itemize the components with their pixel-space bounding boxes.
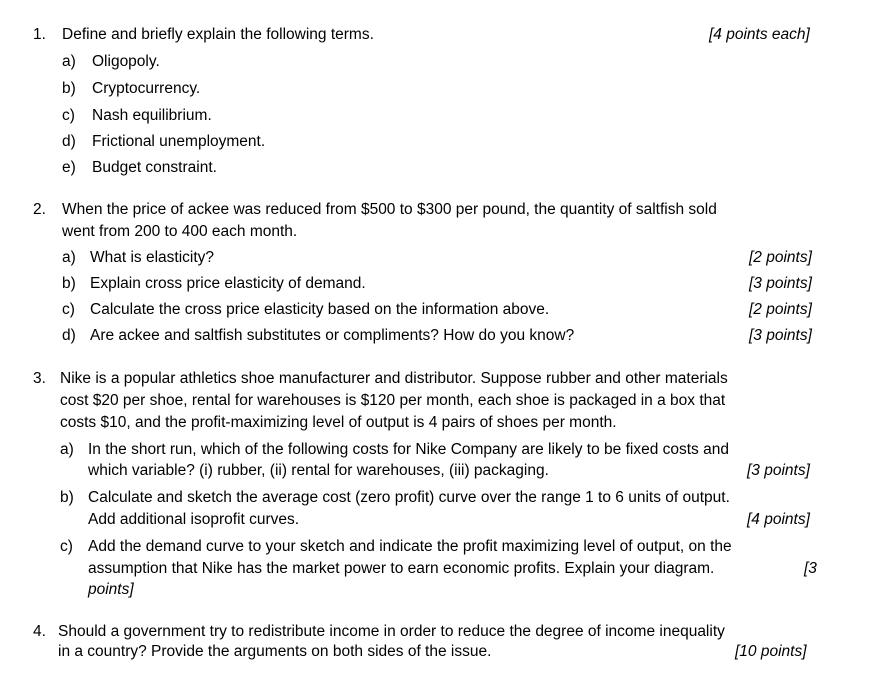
q3a-line: In the short run, which of the following costs for Nike Company are likely to be fixed costs and — [88, 441, 729, 458]
q4-number: 4. — [33, 623, 46, 640]
q3a-line: which variable? (i) rubber, (ii) rental for warehouses, (iii) packaging. — [88, 462, 549, 479]
q2-number: 2. — [33, 201, 46, 218]
q1-prompt: Define and briefly explain the following terms. — [62, 26, 374, 43]
q1-item-label: b) — [62, 80, 76, 97]
q3-prompt-line: Nike is a popular athletics shoe manufacturer and distributor. Suppose rubber and other materials — [60, 370, 728, 387]
q4-prompt-line: in a country? Provide the arguments on both sides of the issue. — [58, 643, 492, 660]
q2-item-points: [2 points] — [749, 249, 812, 266]
q1-item-text: Frictional unemployment. — [92, 133, 266, 150]
q1-item-label: e) — [62, 159, 76, 176]
q3c-points-close: points] — [88, 581, 134, 598]
q2-item-points: [2 points] — [749, 301, 812, 318]
q2-item-points: [3 points] — [749, 275, 812, 292]
q3-prompt-line: cost $20 per shoe, rental for warehouses is $120 per month, each shoe is packaged in a box that — [60, 392, 726, 409]
q1-item-label: a) — [62, 53, 76, 70]
q2-item-points: [3 points] — [749, 327, 812, 344]
q1-item-text: Nash equilibrium. — [92, 107, 212, 124]
q1-item-label: c) — [62, 107, 75, 124]
q2-prompt-line: went from 200 to 400 each month. — [62, 223, 298, 240]
q3b-points: [4 points] — [747, 511, 810, 528]
q3b-label: b) — [60, 489, 74, 506]
q2-item-text: Calculate the cross price elasticity based on the information above. — [90, 301, 550, 318]
q1-points: [4 points each] — [709, 26, 810, 43]
q2-item-label: a) — [62, 249, 76, 266]
q2-item-label: c) — [62, 301, 75, 318]
q1-item-text: Budget constraint. — [92, 159, 217, 176]
q1-item-text: Cryptocurrency. — [92, 80, 201, 97]
q3c-line: Add the demand curve to your sketch and indicate the profit maximizing level of output, on the — [88, 538, 732, 555]
q3b-line: Add additional isoprofit curves. — [88, 511, 300, 528]
q3c-points-open: [3 — [804, 560, 817, 577]
q3c-label: c) — [60, 538, 73, 555]
q3c-line: assumption that Nike has the market power to earn economic profits. Explain your diagram. — [88, 560, 715, 577]
q1-number: 1. — [33, 26, 46, 43]
q2-item-text: Explain cross price elasticity of demand. — [90, 275, 366, 292]
q2-item-label: d) — [62, 327, 76, 344]
q3-number: 3. — [33, 370, 46, 387]
q3a-points: [3 points] — [747, 462, 810, 479]
q4-points: [10 points] — [735, 643, 807, 660]
q3b-line: Calculate and sketch the average cost (zero profit) curve over the range 1 to 6 units of output. — [88, 489, 730, 506]
q1-item-label: d) — [62, 133, 76, 150]
q2-item-text: What is elasticity? — [90, 249, 215, 266]
q3-prompt-line: costs $10, and the profit-maximizing level of output is 4 pairs of shoes per month. — [60, 414, 617, 431]
q2-prompt-line: When the price of ackee was reduced from $500 to $300 per pound, the quantity of saltfish sold — [62, 201, 717, 218]
q2-item-text: Are ackee and saltfish substitutes or compliments? How do you know? — [90, 327, 575, 344]
q1-item-text: Oligopoly. — [92, 53, 160, 70]
q2-item-label: b) — [62, 275, 76, 292]
q4-prompt-line: Should a government try to redistribute income in order to reduce the degree of income inequality — [58, 623, 725, 640]
q3a-label: a) — [60, 441, 74, 458]
